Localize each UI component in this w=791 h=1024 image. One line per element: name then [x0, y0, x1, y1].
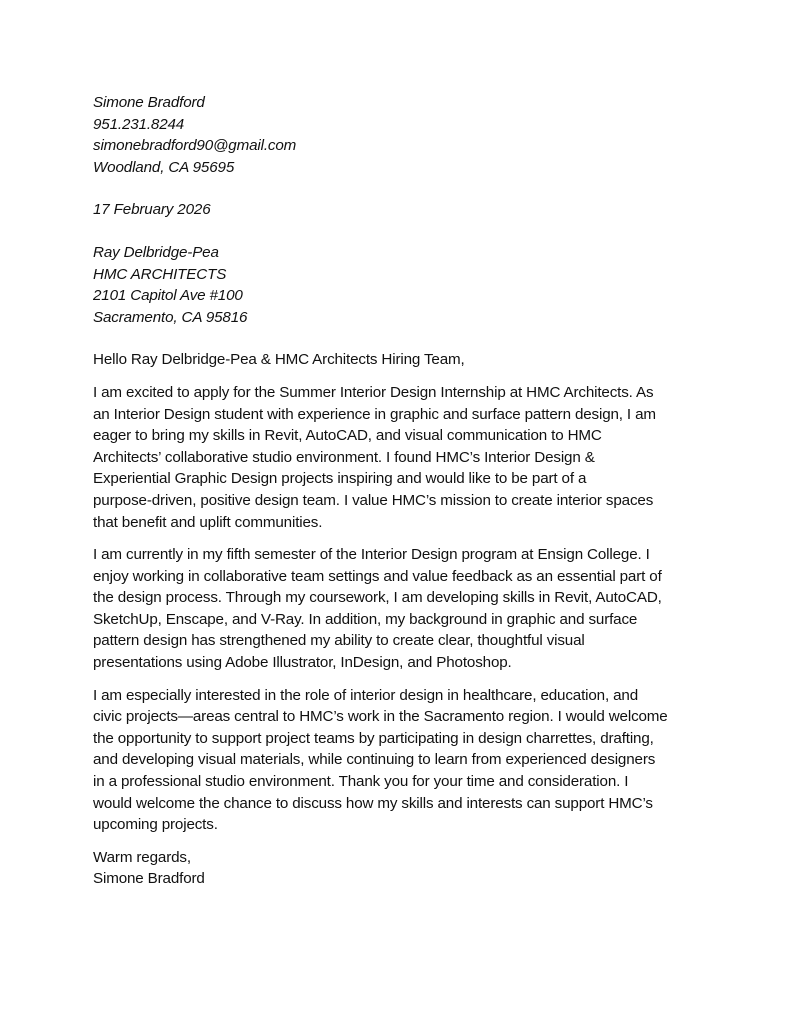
- paragraph-line: in a professional studio environment. Thank you for your time and consideration. I: [93, 773, 629, 791]
- paragraph-line: the design process. Through my coursework, I am developing skills in Revit, AutoCAD,: [93, 589, 662, 607]
- paragraph-line: that benefit and uplift communities.: [93, 513, 323, 531]
- sender-email: simonebradford90@gmail.com: [93, 137, 297, 155]
- paragraph-line: I am currently in my fifth semester of the Interior Design program at Ensign College. I: [93, 546, 650, 564]
- paragraph-line: the opportunity to support project teams by participating in design charrettes, drafting,: [93, 729, 654, 747]
- signature-name: Simone Bradford: [93, 870, 205, 888]
- paragraph-line: I am excited to apply for the Summer Interior Design Internship at HMC Architects. As: [93, 383, 654, 401]
- letter-date: 17 February 2026: [93, 201, 211, 219]
- recipient-city: Sacramento, CA 95816: [93, 308, 248, 326]
- recipient-street: 2101 Capitol Ave #100: [93, 287, 243, 305]
- paragraph-line: purpose-driven, positive design team. I value HMC’s mission to create interior spaces: [93, 491, 654, 509]
- paragraph-line: SketchUp, Enscape, and V-Ray. In addition, my background in graphic and surface: [93, 610, 638, 628]
- recipient-name: Ray Delbridge-Pea: [93, 243, 219, 261]
- paragraph-line: civic projects—areas central to HMC’s work in the Sacramento region. I would welcome: [93, 708, 668, 726]
- sender-name: Simone Bradford: [93, 94, 205, 111]
- date-block: [93, 199, 733, 221]
- cover-letter-page: [93, 92, 733, 890]
- paragraph-line: upcoming projects.: [93, 816, 218, 834]
- paragraph-line: pattern design has strengthened my ability to create clear, thoughtful visual: [93, 632, 585, 650]
- paragraph-line: and developing visual materials, while continuing to learn from experienced designers: [93, 751, 656, 769]
- recipient-address-block: [93, 242, 733, 328]
- body-paragraph-2: [93, 544, 733, 674]
- paragraph-line: Experiential Graphic Design projects inspiring and would like to be part of a: [93, 470, 587, 488]
- paragraph-line: would welcome the chance to discuss how my skills and interests can support HMC’s: [93, 794, 653, 812]
- paragraph-line: enjoy working in collaborative team settings and value feedback as an essential part of: [93, 567, 662, 585]
- body-paragraph-3: [93, 685, 733, 836]
- sender-contact-block: [93, 92, 733, 178]
- sender-phone: 951.231.8244: [93, 115, 185, 133]
- paragraph-line: presentations using Adobe Illustrator, InDesign, and Photoshop.: [93, 654, 512, 672]
- recipient-company: HMC ARCHITECTS: [93, 265, 227, 283]
- paragraph-line: an Interior Design student with experience in graphic and surface pattern design, I am: [93, 405, 656, 423]
- valediction: Warm regards,: [93, 848, 191, 866]
- sender-location: Woodland, CA 95695: [93, 158, 235, 176]
- closing-block: [93, 847, 733, 890]
- salutation-block: [93, 349, 733, 371]
- paragraph-line: I am especially interested in the role of interior design in healthcare, education, and: [93, 686, 639, 704]
- paragraph-line: eager to bring my skills in Revit, AutoCAD, and visual communication to HMC: [93, 427, 602, 445]
- paragraph-line: Architects’ collaborative studio environment. I found HMC’s Interior Design &: [93, 448, 595, 466]
- salutation: Hello Ray Delbridge-Pea & HMC Architects Hiring Team,: [93, 351, 465, 369]
- body-paragraph-1: [93, 382, 733, 533]
